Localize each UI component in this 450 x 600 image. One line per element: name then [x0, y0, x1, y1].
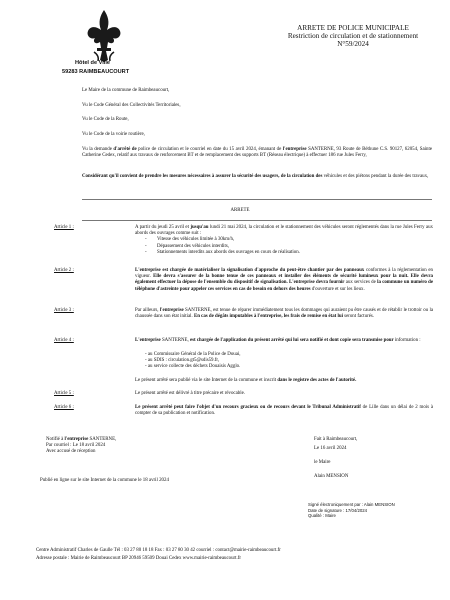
article-5-text: Le présent arrêté est délivré à titre précaire et révocable.: [135, 391, 245, 396]
notified-line: Notifié à l'entreprise SANTERNE,: [46, 437, 117, 442]
list-item: - au Commissaire Général de la Police de Douai,: [145, 352, 241, 357]
article-4-text: L'entreprise SANTERNE, est chargée de l'application du présent arrêté qui lui sera notifié et dont copie sera transmise pour information :: [135, 338, 421, 343]
article-4-publication: Le présent arrêté sera publié via le site Internet de la commune et inscrit dans le registre des actes de l'autorité.: [135, 378, 357, 383]
courriel-date: Par courriel : Le 18 avril 2024: [46, 443, 106, 449]
vu-code-route: Vu le Code de la Route,: [82, 117, 129, 122]
document-title-block: [268, 24, 438, 49]
list-item: - Stationnements interdits aux abords des ouvrages en cours de réalisation.: [145, 250, 433, 256]
article-3-label: Article 3 :: [54, 308, 74, 313]
list-item: - au SDIS : circulation.gt5@sdis59.fr,: [145, 358, 219, 364]
postal-address: Adresse postale : Mairie de Raimbeaucourt BP 20946 59509 Douai Cedex www.mairie-raimbeaucourt.fr: [36, 556, 241, 561]
considerant: Considérant qu'il convient de prendre les mesures nécessaires à assurer la sécurité des usagers, de la circulation des véhicules et des piétons pendant la durée des travaux,: [82, 174, 429, 179]
signature-date-line: Date de signature : 17/04/2024: [308, 507, 368, 513]
article-3-text: Par ailleurs, l'entreprise SANTERNE, est tenue de réparer immédiatement tous les dommages qui auraient pu être causés et de rétablir le trottoir ou la chaussée dans son état initial. En cas de dégâts imputables à l'entreprise, les frais de remise en état lui seront facturés.: [135, 308, 433, 320]
fleur-de-lis-icon: [84, 8, 124, 64]
fait-a: Fait à Raimbeaucourt,: [314, 437, 358, 442]
list-item: - Vitesse des véhicules limitée à 30km/h,: [145, 237, 433, 243]
article-2-label: Article 2 :: [54, 268, 74, 273]
article-1-label: Article 1 :: [54, 225, 74, 230]
document-subtitle: Restriction de circulation et de stationnement: [287, 32, 419, 41]
document-title: ARRETE DE POLICE MUNICIPALE: [297, 24, 409, 32]
contact-line: Centre Administratif Charles de Gaulle Tél : 03 27 80 18 18 Fax : 03 27 80 30 42 courriel : contact@mairie-raimbeaucourt.fr: [36, 548, 281, 553]
publication-line: Publié en ligne sur le site Internet de la commune le 18 avril 2024: [40, 478, 169, 483]
vu-code-voirie: Vu le Code de la voirie routière,: [82, 132, 145, 137]
maire-label: le Maire: [314, 460, 331, 465]
article-6-label: Article 6 :: [54, 405, 74, 410]
article-5-label: Article 5 :: [54, 391, 74, 396]
signature-signer: Signé électroniquement par : Alain MENSION: [308, 502, 395, 507]
accuse-reception: Avec accusé de réception: [46, 449, 96, 455]
article-6-text: Le présent arrêté peut faire l'objet d'un recours gracieux ou de recours devant le Tribunal Administratif de Lille dans un délai de 2 mois à compter de sa publication et notification.: [135, 405, 433, 417]
arrete-heading: ARRETE: [230, 208, 250, 213]
signature-quality: Qualité : Maire: [308, 513, 336, 519]
list-item: - au service collecte des déchets Douaisis Agglo.: [145, 364, 241, 370]
electronic-signature: [308, 502, 395, 519]
vu-cgct: Vu le Code Général des Collectivités Territoriales,: [82, 103, 181, 108]
mayor-line: Le Maire de la commune de Raimbeaucourt,: [82, 88, 170, 93]
notification-block: [46, 437, 116, 456]
city-address: 59283 RAIMBEAUCOURT: [62, 69, 130, 75]
mayor-name: Alain MENSION: [314, 474, 349, 479]
signature-date: Le 16 avril 2024: [314, 446, 347, 451]
article-4-label: Article 4 :: [54, 338, 74, 343]
hotel-de-ville: Hôtel de Ville: [75, 60, 111, 66]
document-number: N°59/2024: [337, 40, 369, 49]
article-1-list: [135, 237, 433, 256]
vu-demande: Vu la demande d'arrêté de police de circulation et le courriel en date du 15 avril 2024, émanant de l'entreprise SANTERNE, 93 Route de Béthune C.S. 90127, 62054, Sainte Catherine Cedex, relatif aux travaux de renforcement BT et de remplacement des supports BT (Réseau électrique) à effectuer 186 rue Jules Ferry,: [82, 147, 432, 159]
list-item: - Dépassement des véhicules interdits,: [145, 244, 433, 250]
divider: [82, 220, 432, 221]
article-2-text: L'entreprise est chargée de matérialiser la signalisation d'approche du peut-être chantier par des panneaux conformes à la réglementation en vigueur. Elle devra s'assurer de la bonne tenue de ces panneaux et installer des éléments de sécurité lumineux pour la nuit. Elle devra également effectuer la dépose de l'ensemble du dispositif de signalisation. L'entreprise devra fournir aux services de la commune un numéro de téléphone d'astreinte pour appeler ces services en cas de besoin en dehors des heures d'ouverture et sur les lieux.: [135, 268, 433, 292]
article-1-text: A partir du jeudi 25 avril et jusqu'au lundi 21 mai 2024, la circulation et le stationnement des véhicules seront réglementés dans la rue Jules Ferry aux abords des ouvrages comme suit : - Vitesse des véhicules limitée à 30km/h, - Dépassement des véhicules interdits, - Stationnements interdits aux abords des ouvrages en cours de réalisation.: [135, 225, 433, 256]
article-4-list: [145, 352, 240, 371]
divider: [82, 199, 432, 200]
